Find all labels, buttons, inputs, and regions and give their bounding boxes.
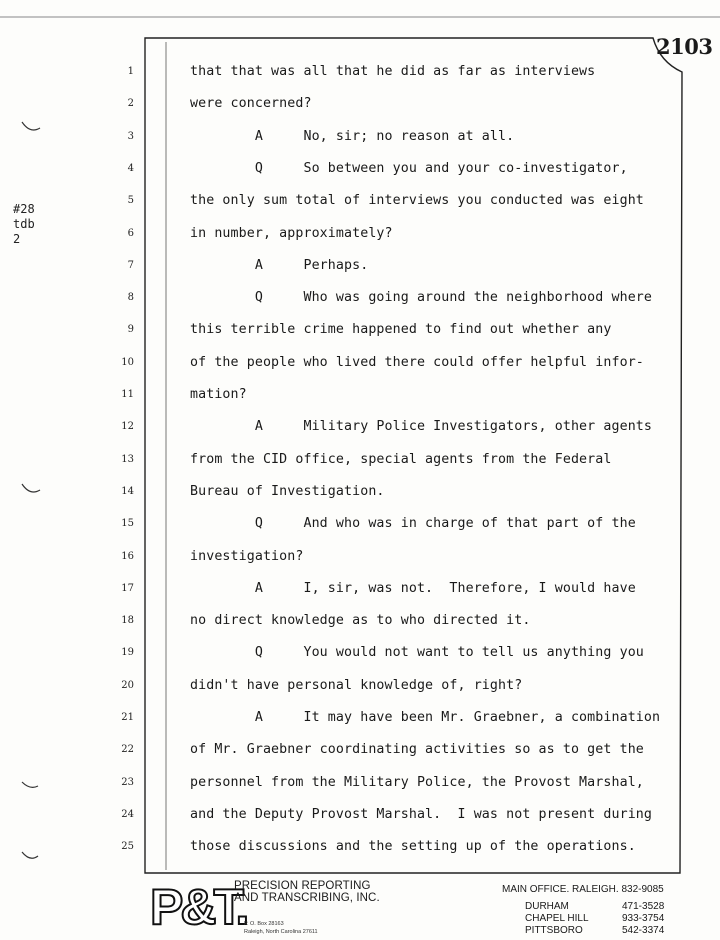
transcript-line: those discussions and the setting up of the operations. [190, 839, 636, 855]
transcript-line: A I, sir, was not. Therefore, I would have [190, 580, 636, 596]
transcript-line: mation? [190, 387, 247, 402]
line-number: 21 [121, 712, 134, 723]
transcript-line: were concerned? [190, 96, 312, 112]
transcript-line: Q You would not want to tell us anything you [190, 645, 644, 661]
line-number: 17 [121, 582, 134, 594]
line-number: 24 [121, 808, 134, 820]
city-address: Raleigh, North Carolina 27611 [244, 929, 318, 935]
transcript-line: Q Who was going around the neighborhood where [190, 290, 653, 306]
transcript-line: investigation? [190, 548, 304, 564]
office-phone: 471-3528 [622, 901, 665, 912]
brand-line-1: PRECISION REPORTING [234, 880, 371, 892]
brand-line-2: AND TRANSCRIBING, INC. [234, 892, 380, 904]
line-number: 20 [121, 679, 134, 691]
side-note-volume: 2 [13, 232, 21, 246]
line-number: 3 [127, 130, 134, 142]
reporting-company-name [234, 880, 380, 904]
line-number: 7 [127, 259, 134, 271]
line-number: 6 [127, 227, 134, 239]
transcript-line: Q And who was in charge of that part of the [190, 516, 636, 532]
line-number: 13 [121, 453, 134, 465]
transcript-line: of Mr. Graebner coordinating activities so as to get the [190, 742, 644, 758]
line-number: 23 [121, 776, 134, 788]
hole-mark [22, 782, 38, 787]
transcript-line: and the Deputy Provost Marshal. I was not present during [190, 806, 653, 822]
transcript-line: A No, sir; no reason at all. [190, 128, 515, 144]
line-number: 4 [127, 162, 134, 174]
transcript-line: no direct knowledge as to who directed it. [190, 613, 531, 629]
line-number: 14 [121, 485, 134, 497]
line-number: 9 [127, 324, 134, 336]
office-city: CHAPEL HILL [525, 913, 589, 924]
line-number: 10 [121, 356, 134, 368]
line-number: 12 [121, 421, 134, 433]
transcript-line: that that was all that he did as far as interviews [190, 64, 596, 79]
hole-mark [22, 484, 40, 492]
line-number: 25 [121, 841, 134, 853]
transcript-line: in number, approximately? [190, 225, 393, 241]
line-number: 18 [121, 615, 134, 627]
hole-mark [22, 122, 40, 130]
transcript-line: this terrible crime happened to find out whether any [190, 322, 612, 338]
transcript-line: personnel from the Military Police, the Provost Marshal, [190, 774, 644, 790]
line-number: 22 [121, 744, 134, 756]
transcript-line: Q So between you and your co-investigator, [190, 160, 628, 176]
transcript-line: didn't have personal knowledge of, right? [190, 677, 523, 693]
po-box: P. O. Box 28163 [244, 921, 284, 927]
side-note-initials: tdb [13, 217, 35, 231]
transcript-line: Bureau of Investigation. [190, 483, 385, 499]
line-number: 19 [121, 647, 134, 659]
transcript-line: from the CID office, special agents from the Federal [190, 451, 612, 467]
hole-mark [22, 852, 38, 858]
line-number: 16 [121, 550, 134, 562]
pt-logo [150, 878, 247, 935]
office-city: DURHAM [525, 901, 569, 912]
side-note-exhibit: #28 [13, 202, 35, 216]
pt-logo-letters: P&T. [150, 879, 247, 935]
line-number: 11 [121, 389, 134, 400]
transcript-line: A It may have been Mr. Graebner, a combination [190, 710, 661, 725]
office-city: PITTSBORO [525, 925, 583, 936]
office-phone: 933-3754 [622, 913, 665, 924]
transcript-line: the only sum total of interviews you conducted was eight [190, 193, 644, 209]
page-number: 2103 [656, 34, 713, 59]
line-number: 15 [121, 518, 134, 530]
main-office-line: MAIN OFFICE. RALEIGH. 832-9085 [502, 884, 664, 895]
line-number: 5 [127, 195, 134, 207]
line-number: 1 [127, 66, 134, 77]
transcript-line: A Military Police Investigators, other agents [190, 419, 653, 435]
transcript-line: A Perhaps. [190, 257, 369, 273]
transcript-line: of the people who lived there could offer helpful infor- [190, 354, 644, 370]
line-number: 8 [127, 292, 134, 304]
line-number: 2 [127, 98, 134, 110]
office-phone: 542-3374 [622, 925, 665, 936]
